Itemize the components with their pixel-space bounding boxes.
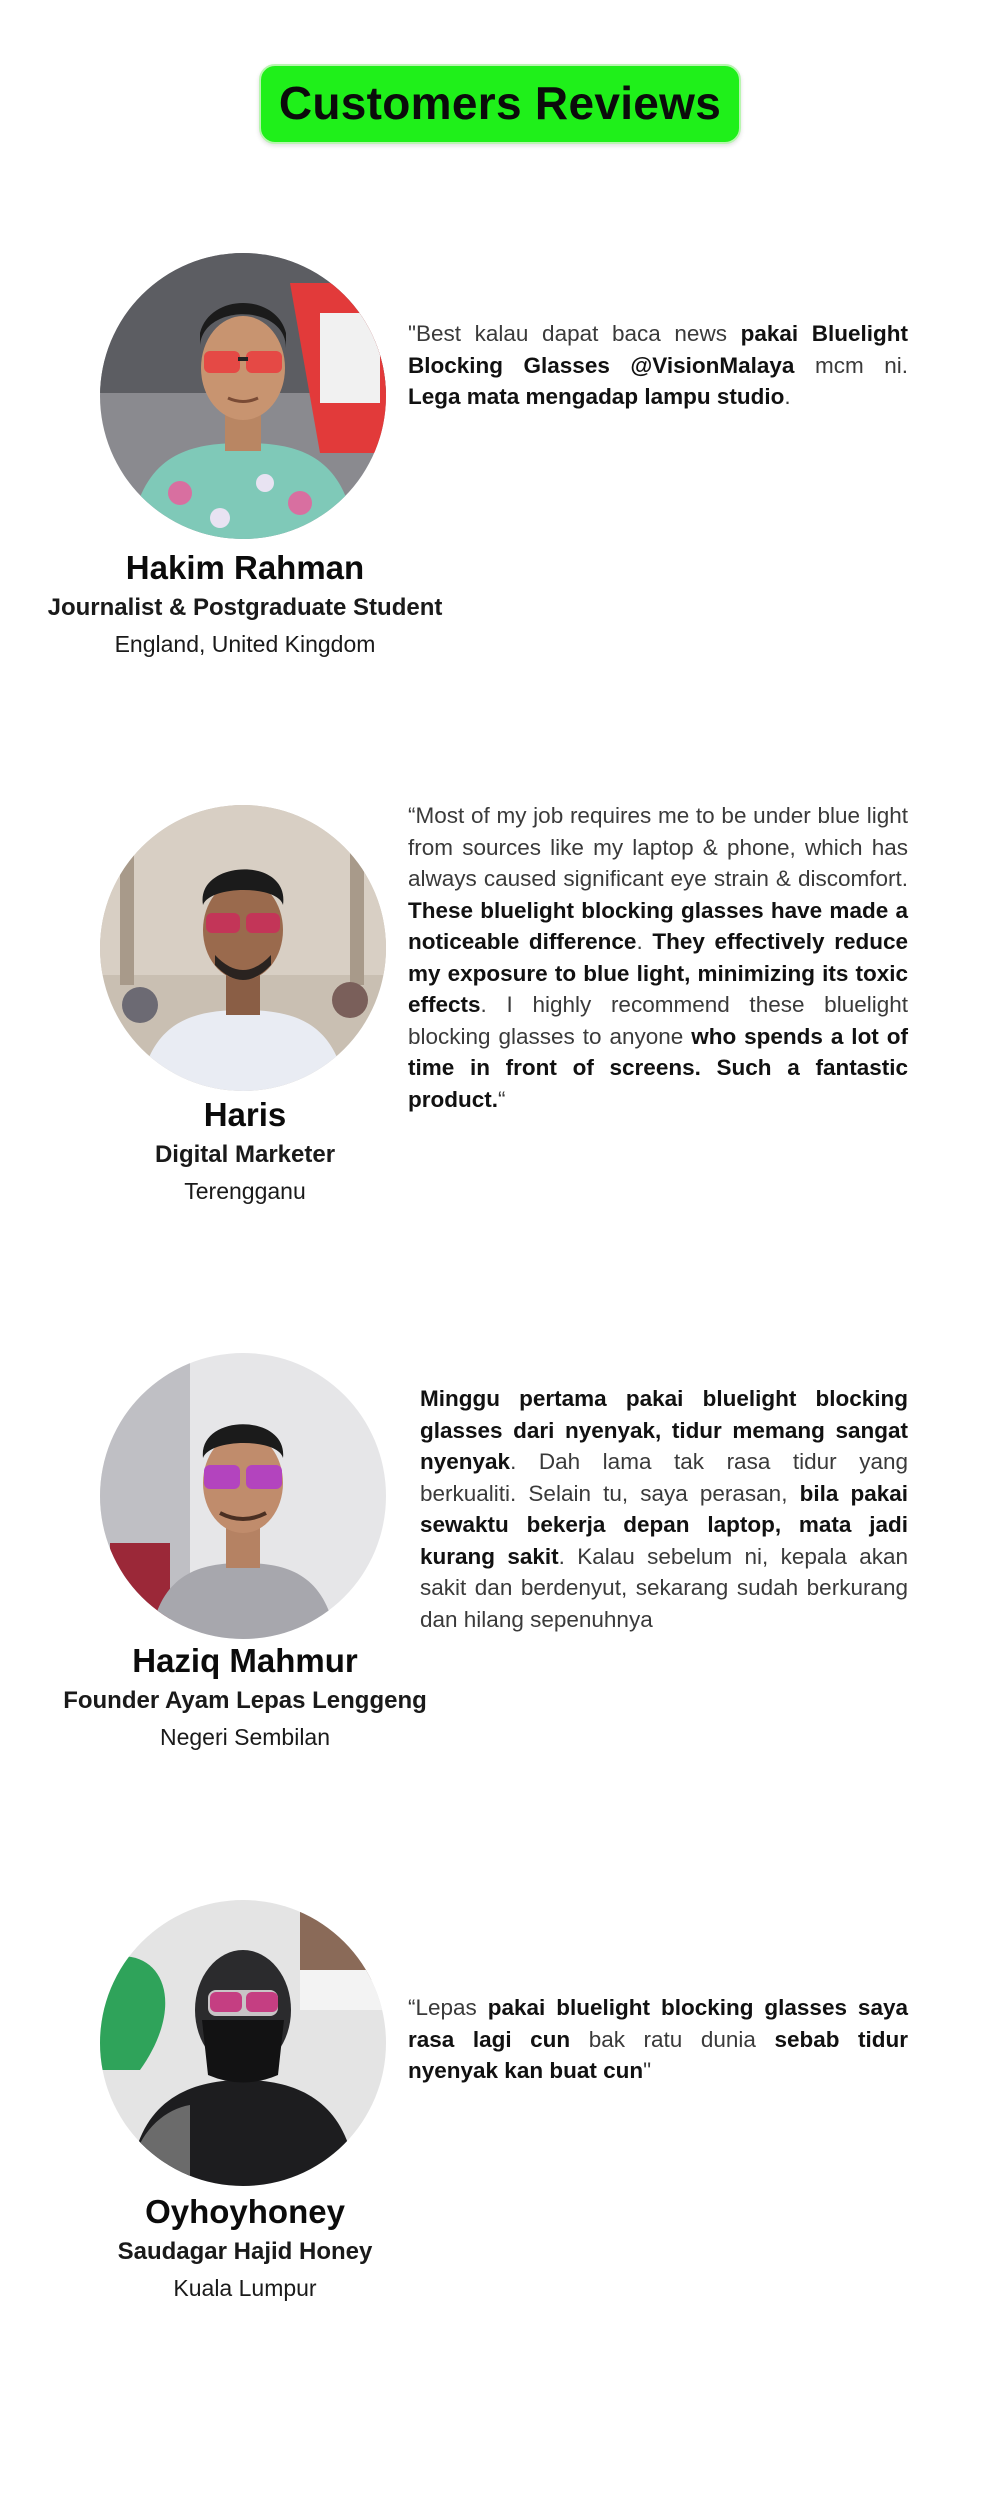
reviewer-location: Terengganu xyxy=(184,1178,306,1204)
review-quote xyxy=(408,318,908,413)
review-quote xyxy=(408,800,908,1115)
quote-text: . I highly recommend these bluelight blocking glasses to anyone xyxy=(408,992,908,1049)
quote-text: . xyxy=(636,929,653,954)
quote-bold-text: Minggu pertama pakai bluelight blocking glasses dari nyenyak, tidur memang sangat nyenyak xyxy=(420,1386,908,1474)
reviewer-name: Oyhoyhoney xyxy=(145,2193,345,2230)
quote-bold-text: These bluelight blocking glasses have made a noticeable difference xyxy=(408,897,908,954)
reviewer-role: Saudagar Hajid Honey xyxy=(117,2238,373,2265)
reviewer-location: Negeri Sembilan xyxy=(159,1724,331,1750)
review-card xyxy=(0,1353,1000,1813)
review-card xyxy=(0,1900,1000,2360)
reviewer-name: Haris xyxy=(203,1096,287,1133)
quote-bold-text: who spends a lot of time in front of screens. Such a fantastic product. xyxy=(408,1023,908,1112)
quote-text: . Dah lama tak rasa tidur yang berkualiti. Selain tu, saya perasan, xyxy=(420,1449,908,1506)
quote-bold-text: They effectively reduce my exposure to blue light, minimizing its toxic effects xyxy=(408,929,908,1017)
reviewer-name: Hakim Rahman xyxy=(125,549,365,586)
reviewer-role: Journalist & Postgraduate Student xyxy=(47,594,443,621)
quote-text: " xyxy=(643,2058,652,2083)
reviewer-photo xyxy=(100,1353,386,1639)
review-card xyxy=(0,805,1000,1265)
reviewer-info xyxy=(0,2192,490,2304)
quote-text: mcm ni. xyxy=(794,352,908,378)
reviewer-role: Digital Marketer xyxy=(154,1141,336,1168)
portrait-illustration xyxy=(100,253,386,539)
reviewer-role: Founder Ayam Lepas Lenggeng xyxy=(63,1687,427,1714)
portrait-illustration xyxy=(100,1353,386,1639)
reviewer-photo xyxy=(100,1900,386,2186)
reviewer-photo xyxy=(100,805,386,1091)
quote-text: "Best kalau dapat baca news xyxy=(408,321,741,346)
quote-text: bak ratu dunia xyxy=(570,2026,775,2052)
quote-text: . Kalau sebelum ni, kepala akan sakit dan berdenyut, sekarang sudah berkurang dan hilang sepenuhnya xyxy=(420,1543,908,1632)
page-title: Customers Reviews xyxy=(259,64,741,144)
review-card xyxy=(0,253,1000,713)
review-quote xyxy=(420,1383,908,1635)
portrait-illustration xyxy=(100,805,386,1091)
reviewer-name: Haziq Mahmur xyxy=(132,1642,358,1679)
quote-bold-text: pakai Bluelight Blocking Glasses @VisionMalaya xyxy=(408,321,908,378)
quote-bold-text: bila pakai sewaktu bekerja depan laptop, mata jadi kurang sakit xyxy=(420,1480,908,1569)
quote-bold-text: Lega mata mengadap lampu studio xyxy=(408,384,785,409)
reviewer-photo xyxy=(100,253,386,539)
quote-text: “ xyxy=(498,1086,506,1112)
reviewer-info xyxy=(0,1641,490,1753)
quote-bold-text: sebab tidur nyenyak kan buat cun xyxy=(408,2026,908,2083)
quote-text: . xyxy=(784,384,791,409)
quote-bold-text: pakai bluelight blocking glasses saya rasa lagi cun xyxy=(408,1995,908,2052)
quote-text: “Most of my job requires me to be under blue light from sources like my laptop & phone, which has always caused significant eye strain & discomfort. xyxy=(408,803,908,891)
quote-text: “Lepas xyxy=(408,1995,488,2020)
portrait-illustration xyxy=(100,1900,386,2186)
header xyxy=(0,64,1000,144)
reviewer-location: Kuala Lumpur xyxy=(173,2275,317,2301)
reviewer-location: England, United Kingdom xyxy=(114,631,376,657)
reviewer-info xyxy=(0,548,490,660)
review-quote xyxy=(408,1992,908,2087)
